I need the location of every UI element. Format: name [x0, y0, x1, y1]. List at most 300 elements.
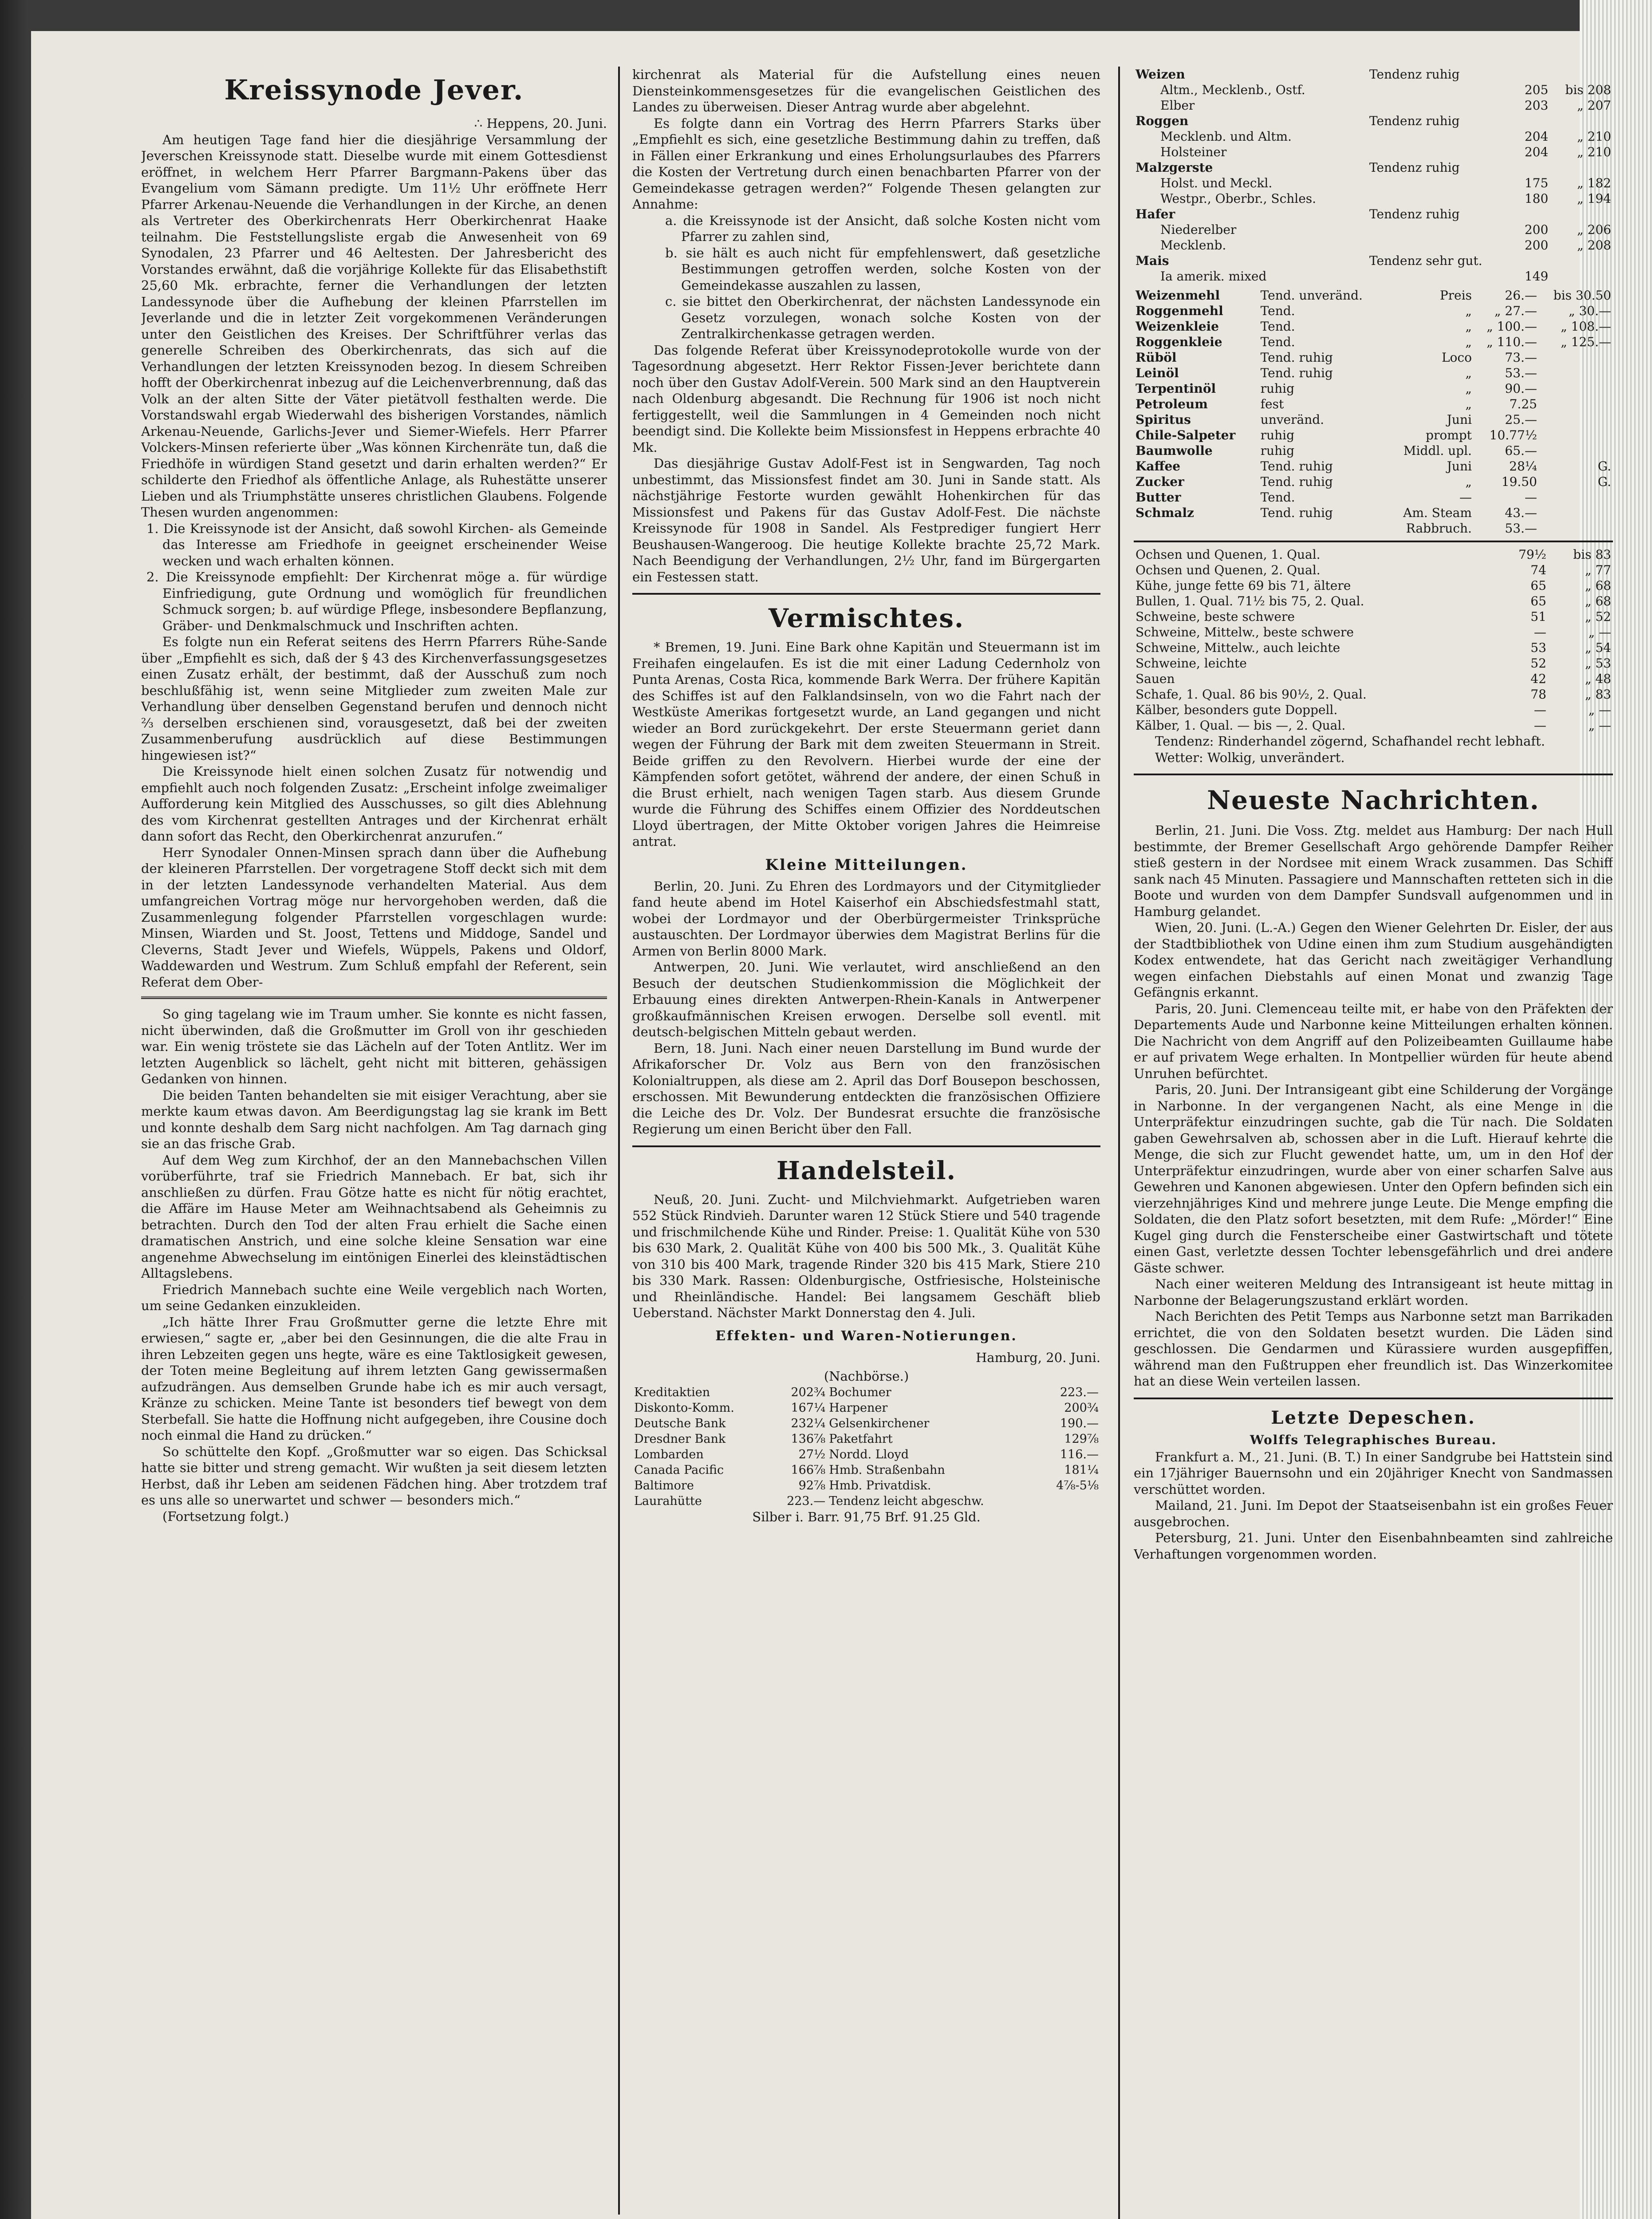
heading-kreissynode: Kreissynode Jever. [224, 74, 524, 106]
grain-row-cell: 200 [1524, 222, 1549, 237]
silver-quote: Silber i. Barr. 91,75 Brf. 91.25 Gld. [752, 1509, 981, 1524]
goods-row-cell: ruhig [1260, 381, 1294, 396]
goods-row-cell: 53.— [1505, 521, 1537, 536]
grain-row-cell [1368, 129, 1515, 144]
goods-row-cell [1259, 521, 1387, 536]
grain-row-cell [1515, 253, 1550, 268]
cattle-row-cell: „ — [1588, 625, 1611, 640]
goods-row [1134, 505, 1613, 521]
grain-row [1134, 129, 1613, 144]
goods-row-cell: Preis [1439, 288, 1472, 303]
stock-row-cell: Laurahütte [634, 1494, 702, 1508]
grain-row-cell: „ 208 [1577, 238, 1611, 253]
stock-row [632, 1416, 1100, 1431]
heading-vermischtes: Vermischtes. [768, 603, 965, 633]
goods-row [1134, 412, 1613, 427]
cattle-row [1134, 593, 1613, 609]
grain-row [1134, 206, 1613, 222]
stock-row-cell: Hmb. Straßenbahn [829, 1463, 945, 1477]
stock-row-cell: Baltimore [634, 1478, 694, 1492]
heading-letzte-depeschen: Letzte Depeschen. [1271, 1407, 1476, 1428]
goods-row-cell: Leinöl [1136, 366, 1179, 380]
goods-row-cell [1539, 381, 1613, 396]
grain-row [1134, 268, 1613, 284]
stock-row [632, 1462, 1100, 1478]
goods-row-cell: prompt [1426, 428, 1472, 442]
cattle-row-cell: — [1534, 703, 1546, 717]
grain-row-cell: 200 [1524, 238, 1549, 253]
stock-row [632, 1447, 1100, 1462]
stock-row-cell: Tendenz leicht abgeschw. [829, 1494, 984, 1508]
cattle-row-cell: 52 [1530, 656, 1546, 671]
goods-row-cell: Chile-Salpeter [1136, 428, 1236, 442]
cattle-row-cell: Kühe, junge fette 69 bis 71, ältere [1136, 578, 1351, 593]
kreissynode-paragraph-3: Die Kreissynode hielt einen solchen Zusatz für notwendig und empfiehlt auch noch folgenden Zusatz: „Erscheint infolge zweimaliger Aufforderung kein Mitglied des Ausschusses, so gilt dies Ablehnung des vom Kirchenrat gestellten Antrages und der Kirchenrat erhält dann sofort das Recht, den Oberkirchenrat anzurufen.“ [141, 764, 607, 844]
grain-row-cell: Mecklenb. und Altm. [1136, 129, 1292, 144]
grain-row-cell [1550, 253, 1613, 268]
goods-row-cell [1539, 365, 1613, 381]
stock-row [632, 1431, 1100, 1447]
grain-row [1134, 98, 1613, 113]
grain-row-cell: „ 207 [1577, 98, 1611, 113]
stock-row [632, 1478, 1100, 1493]
feuilleton-divider [141, 996, 607, 999]
grain-row-cell [1550, 160, 1613, 175]
grain-row-cell: 205 [1524, 83, 1549, 97]
goods-row-cell: „ [1465, 381, 1472, 396]
grain-row-cell: bis 208 [1565, 83, 1611, 97]
heading-neueste-nachrichten: Neueste Nachrichten. [1207, 785, 1540, 815]
news-paris-2: Paris, 20. Juni. Der Intransigeant gibt eine Schilderung der Vorgänge in Narbonne. In der vergangenen Nacht, als eine Menge in die Unterpräfektur einzudringen suchte, gab die Tür nach. Die Soldaten gaben Gewehrsalven ab, schossen aber in die Luft. Hierauf kehrte die Menge, die sich zur Flucht gewendet hatte, um, um in den Hof der Unterpräfektur einzudringen, wurde aber von einer scharfen Salve aus Gewehren und Kanonen abgewiesen. Unter den Opfern befinden sich ein vierzehnjähriges Kind und mehrere junge Leute. Die Menge empfing die Soldaten, die den Platz sofort besetzten, mit dem Rufe: „Mörder!“ Eine Kugel ging durch die Fensterscheibe einer Gastwirtschaft und tötete einen Gast, verletzte dessen Tochter lebensgefährlich und drei andere Gäste schwer. [1134, 1082, 1613, 1275]
goods-row-cell [1539, 350, 1613, 365]
goods-row-cell [1539, 521, 1613, 536]
stock-row-cell: 202¾ [791, 1385, 826, 1399]
berlin-article: Berlin, 20. Juni. Zu Ehren des Lordmayors und der Citymitglieder fand heute abend im Hotel Kaiserhof ein Abschiedsfestmahl statt, wobei der Lordmayor und der Oberbürgermeister Trinksprüche austauschten. Der Lordmayor überwies dem Magistrat Berlins für die Armen von Berlin 8000 Mark. [632, 878, 1100, 959]
goods-row [1134, 350, 1613, 365]
goods-row-cell: Baumwolle [1136, 443, 1213, 458]
grain-row-cell [1368, 237, 1515, 253]
goods-row-cell: Butter [1136, 490, 1181, 505]
goods-row-cell: „ 110.— [1486, 335, 1537, 349]
continuation-note: (Fortsetzung folgt.) [162, 1508, 289, 1524]
goods-row-cell: Tend. unveränd. [1260, 288, 1363, 303]
goods-row-cell: 53.— [1505, 366, 1537, 380]
thesis-1: 1. Die Kreissynode ist der Ansicht, daß sowohl Kirchen- als Gemeinde das Interesse am Friedhofe in geeignet erscheinender Weise wecken und wach erhalten können. [146, 521, 607, 569]
grain-row-cell: Tendenz ruhig [1369, 160, 1460, 175]
grain-row-cell [1515, 160, 1550, 175]
goods-row [1134, 490, 1613, 505]
grain-row-cell [1550, 268, 1613, 284]
stock-row-cell: Hmb. Privatdisk. [829, 1478, 931, 1492]
grain-row-cell: Niederelber [1136, 222, 1237, 237]
cattle-row [1134, 624, 1613, 640]
cattle-row-cell: 51 [1530, 609, 1546, 624]
goods-row-cell: „ [1465, 366, 1472, 380]
cattle-row [1134, 702, 1613, 718]
stock-subheading: (Nachbörse.) [824, 1369, 909, 1384]
cattle-row-cell: „ 52 [1585, 609, 1611, 624]
stock-row-cell: 166⅞ [791, 1463, 826, 1477]
goods-row-cell: Zucker [1136, 474, 1184, 489]
goods-row-cell: „ [1465, 397, 1472, 411]
column-1 [141, 67, 607, 2219]
grain-row [1134, 222, 1613, 237]
cattle-row-cell: „ 48 [1585, 671, 1611, 686]
goods-row-cell: bis 30.50 [1553, 288, 1611, 303]
cattle-row-cell: „ — [1588, 718, 1611, 733]
cattle-row [1134, 562, 1613, 578]
grain-row-cell: Holst. und Meckl. [1136, 176, 1273, 190]
kreissynode-continued-3: Das folgende Referat über Kreissynodeprotokolle wurde von der Tagesordnung abgesetzt. Herr Rektor Fissen-Jever berichtete dann noch über den Gustav Adolf-Verein. 500 Mark sind an den Hauptverein nach Oldenburg abgesandt. Die Rechnung für 1906 ist noch nicht fertiggestellt, weil die Sammlungen in 4 Gemeinden noch nicht beendigt sind. Die Kollekte beim Missionsfest in Heppens erbrachte 40 Mk. [632, 342, 1100, 455]
grain-row-cell [1368, 222, 1515, 237]
cattle-tendency: Tendenz: Rinderhandel zögernd, Schafhandel recht lebhaft. [1155, 734, 1545, 749]
goods-row-cell: „ 27.— [1494, 304, 1537, 318]
stock-row-cell: 92⅞ [798, 1478, 826, 1492]
news-paris-3: Nach einer weiteren Meldung des Intransigeant ist heute mittag in Narbonne der Belagerungszustand erklärt worden. [1134, 1276, 1613, 1308]
cattle-row [1134, 687, 1613, 702]
grain-row-cell [1368, 98, 1515, 113]
goods-row [1134, 427, 1613, 443]
goods-row-cell: Weizenkleie [1136, 319, 1219, 334]
grain-row [1134, 237, 1613, 253]
section-divider [1134, 1398, 1613, 1399]
neuss-market-report: Neuß, 20. Juni. Zucht- und Milchviehmarkt. Aufgetrieben waren 552 Stück Rindvieh. Darunter waren 12 Stück Stiere und 540 tragende und frischmilchende Kühe und Rinder. Preise: 1. Qualität Kühe von 530 bis 630 Mark, 2. Qualität Kühe von 400 bis 500 Mk., 3. Qualität Kühe von 310 bis 400 Mark, tragende Rinder 320 bis 415 Mark, Stiere 210 bis 330 Mark. Rassen: Oldenburgische, Ostfriesische, Holsteinische und Rheinländische. Handel: Bei langsamem Geschäft blieb Ueberstand. Nächster Markt Donnerstag den 4. Juli. [632, 1192, 1100, 1320]
grain-row-cell [1368, 175, 1515, 191]
goods-row-cell: Terpentinöl [1136, 381, 1216, 396]
goods-row-cell: Rüböl [1136, 350, 1177, 365]
stock-row-cell: 4⅞-5⅛ [1056, 1478, 1099, 1492]
goods-row-cell: Juni [1447, 412, 1472, 427]
heading-effekten: Effekten- und Waren-Notierungen. [715, 1328, 1017, 1344]
grain-row-cell: „ 194 [1577, 191, 1611, 206]
grain-row-cell [1550, 206, 1613, 222]
goods-row-cell: Tend. [1260, 304, 1295, 318]
grain-row-cell: Holsteiner [1136, 145, 1227, 159]
grain-row-cell: 204 [1524, 145, 1549, 159]
goods-row [1134, 288, 1613, 303]
grain-row-cell: „ 210 [1577, 145, 1611, 159]
grain-row-cell: 203 [1524, 98, 1549, 113]
grain-row-cell [1550, 113, 1613, 129]
goods-row-cell: Tend. [1260, 319, 1295, 334]
kreissynode-continued-1: kirchenrat als Material für die Aufstellung eines neuen Diensteinkommensgesetzes für die evangelischen Geistlichen des Landes zu überweisen. Dieser Antrag wurde aber abgelehnt. [632, 67, 1100, 115]
cattle-row [1134, 609, 1613, 624]
grain-row-cell: Mais [1136, 253, 1169, 268]
section-divider [1134, 541, 1613, 542]
stock-row-cell: Bochumer [829, 1385, 891, 1399]
goods-row-cell [1539, 396, 1613, 412]
goods-row-cell: Weizenmehl [1136, 288, 1220, 303]
column-rule-left [618, 67, 620, 2215]
stock-row-cell: Deutsche Bank [634, 1416, 726, 1430]
goods-row-cell: „ [1465, 474, 1472, 489]
grain-row-cell: Westpr., Oberbr., Schles. [1136, 191, 1317, 206]
feuilleton-paragraph-3: Auf dem Weg zum Kirchhof, der an den Mannebachschen Villen vorüberführte, traf sie Friedrich Mannebach. Er bat, sich ihr anschließen zu dürfen. Frau Götze hatte es nicht für nötig erachtet, die Affäre im Hause Meter am Weihnachtsabend als Geheimnis zu betrachten. Durch den Tod der alten Frau erhielt die Sache einen dramatischen Anstrich, und eine solche kleine Sensation war eine angenehme Abwechselung im eintönigen Einerlei des kleinstädtischen Alltagslebens. [141, 1152, 607, 1281]
goods-row [1134, 334, 1613, 350]
grain-table [1134, 67, 1613, 284]
goods-row [1134, 521, 1613, 536]
grain-row-cell: Tendenz ruhig [1369, 114, 1460, 128]
stock-row-cell: Gelsenkirchener [829, 1416, 930, 1430]
stock-row-cell: 116.— [1060, 1447, 1099, 1461]
grain-row-cell: Mecklenb. [1136, 238, 1226, 253]
stock-row-cell: 129⅞ [1064, 1432, 1099, 1446]
goods-row-cell: „ [1465, 335, 1472, 349]
grain-row-cell [1515, 206, 1550, 222]
section-divider [632, 593, 1100, 595]
cattle-table [1134, 547, 1613, 733]
cattle-row-cell: „ 68 [1585, 578, 1611, 593]
cattle-row-cell: 65 [1530, 578, 1546, 593]
grain-row-cell: „ 210 [1577, 129, 1611, 144]
grain-row-cell [1550, 67, 1613, 82]
stock-row-cell: 223.— [787, 1494, 826, 1508]
goods-row [1134, 458, 1613, 474]
cattle-row [1134, 655, 1613, 671]
goods-row-cell: Tend. ruhig [1260, 459, 1333, 474]
cattle-row-cell: 65 [1530, 594, 1546, 608]
grain-row-cell: 175 [1524, 176, 1549, 190]
grain-row-cell [1515, 67, 1550, 82]
stock-row-cell: 232¼ [791, 1416, 826, 1430]
stock-row-cell: Harpener [829, 1401, 888, 1415]
cattle-row-cell: Bullen, 1. Qual. 71½ bis 75, 2. Qual. [1136, 594, 1364, 608]
stock-row-cell: Canada Pacific [634, 1463, 724, 1477]
grain-row-cell: Tendenz ruhig [1369, 207, 1460, 221]
goods-row-cell: G. [1597, 474, 1611, 489]
goods-row-cell: Tend. [1260, 490, 1295, 505]
goods-row [1134, 474, 1613, 490]
grain-row-cell: „ 182 [1577, 176, 1611, 190]
grain-row [1134, 253, 1613, 268]
goods-row-cell: ruhig [1260, 443, 1294, 458]
goods-row-cell: „ 108.— [1561, 319, 1611, 334]
cattle-row-cell: Schweine, Mittelw., auch leichte [1136, 640, 1341, 655]
stock-row-cell: 136⅞ [791, 1432, 826, 1446]
grain-row-cell: Tendenz sehr gut. [1369, 253, 1482, 268]
goods-row-cell: 28¼ [1509, 459, 1537, 474]
stock-row-cell: 27½ [798, 1447, 826, 1461]
cattle-row-cell: Sauen [1136, 671, 1175, 686]
grain-row-cell: „ 206 [1577, 222, 1611, 237]
cattle-row-cell: „ 68 [1585, 594, 1611, 608]
feuilleton-paragraph-4: Friedrich Mannebach suchte eine Weile vergeblich nach Worten, um seine Gedanken einzukleiden. [141, 1282, 607, 1313]
dispatch-petersburg: Petersburg, 21. Juni. Unter den Eisenbahnbeamten sind zahlreiche Verhaftungen vorgenommen worden. [1134, 1530, 1613, 1562]
stock-dateline: Hamburg, 20. Juni. [976, 1350, 1100, 1365]
thesis-c: c. sie bittet den Oberkirchenrat, der nächsten Landessynode ein Gesetz vorzulegen, wonach solche Kosten von der Zentralkirchenkasse getragen werden. [665, 294, 1100, 341]
news-berlin: Berlin, 21. Juni. Die Voss. Ztg. meldet aus Hamburg: Der nach Hull bestimmte, der Bremer Gesellschaft Argo gehörende Dampfer Reiher stieß gestern in der Nordsee mit einem Wrack zusammen. Das Schiff sank nach 45 Minuten. Passagiere und Mannschaften retteten sich in die Boote und wurden von dem Dampfer Sundsvall aufgenommen und in Hamburg gelandet. [1134, 823, 1613, 919]
goods-row-cell: 73.— [1505, 350, 1537, 365]
cattle-row-cell: bis 83 [1573, 547, 1611, 562]
grain-row-cell: Malzgerste [1136, 160, 1213, 175]
goods-row-cell: Rabbruch. [1406, 521, 1472, 536]
goods-row-cell: 90.— [1505, 381, 1537, 396]
stock-row-cell: Dresdner Bank [634, 1432, 726, 1446]
goods-row-cell: 43.— [1505, 505, 1537, 520]
news-paris-4: Nach Berichten des Petit Temps aus Narbonne setzt man Barrikaden errichtet, die von den Soldaten besetzt wurden. Die Läden sind geschlossen. Die Gendarmen und Kürassiere wurden ausgepfiffen, während man den Fußtruppen eher freundlich ist. Das Winzerkomitee hat an diese Wein verteilen lassen. [1134, 1309, 1613, 1389]
grain-row-cell: Tendenz ruhig [1369, 67, 1460, 82]
goods-row-cell [1539, 412, 1613, 427]
grain-row-cell [1368, 268, 1515, 284]
cattle-row-cell: — [1534, 718, 1546, 733]
cattle-row-cell: 42 [1530, 671, 1546, 686]
cattle-row [1134, 578, 1613, 593]
goods-row-cell [1539, 443, 1613, 458]
feuilleton-paragraph-6: So schüttelte den Kopf. „Großmutter war so eigen. Das Schicksal hatte sie bitter und streng gemacht. Wir wußten ja seit diesem letzten Herbst, daß ihr Leben am seidenen Fädchen hing. Aber trotzdem traf es uns alle so unerwartet und schwer — besonders mich.“ [141, 1444, 607, 1508]
stock-row [632, 1385, 1100, 1400]
goods-row-cell: Kaffee [1136, 459, 1181, 474]
dateline-heppens: ∴ Heppens, 20. Juni. [474, 116, 607, 131]
cattle-row-cell: Ochsen und Quenen, 2. Qual. [1136, 563, 1321, 577]
goods-row-cell: Tend. ruhig [1260, 366, 1333, 380]
goods-row-cell: „ 125.— [1561, 335, 1611, 349]
grain-row-cell [1368, 144, 1515, 160]
goods-row-cell: „ 100.— [1486, 319, 1537, 334]
grain-row-cell: 180 [1524, 191, 1549, 206]
goods-row-cell: 25.— [1505, 412, 1537, 427]
grain-row [1134, 67, 1613, 82]
feuilleton-paragraph-5: „Ich hätte Ihrer Frau Großmutter gerne die letzte Ehre mit erwiesen,“ sagte er, „aber bei den Gesinnungen, die die alte Frau in ihren Lebzeiten gegen uns hegte, wäre es eine Taktlosigkeit gewesen, der Toten meine Begleitung auf ihrem letzten Gang gewissermaßen aufzudrängen. Aus demselben Grunde habe ich es mir auch versagt, Kränze zu schicken. Meine Tante ist besonders tief bewegt von dem Sterbefall. Sie hatte die Hoffnung nicht aufgegeben, ihre Cousine doch noch einmal die Hand zu drücken.“ [141, 1314, 607, 1443]
stock-row-cell: 223.— [1060, 1385, 1099, 1399]
grain-row [1134, 160, 1613, 175]
cattle-row-cell: Schweine, Mittelw., beste schwere [1136, 625, 1354, 640]
weather-note: Wetter: Wolkig, unverändert. [1155, 750, 1345, 765]
goods-row-cell: 19.50 [1501, 474, 1537, 489]
goods-row-cell: „ 30.— [1569, 304, 1611, 318]
grain-row [1134, 144, 1613, 160]
cattle-row-cell: Schafe, 1. Qual. 86 bis 90½, 2. Qual. [1136, 687, 1367, 702]
thesis-2: 2. Die Kreissynode empfiehlt: Der Kirchenrat möge a. für würdige Einfriedigung, gute Ordnung und womöglich für freundlichen Schmuck sorgen; b. auf würdige Pflege, insbesondere Bepflanzung, Gräber- und Denkmalschmuck und Inschriften achten. [146, 569, 607, 633]
dispatch-frankfurt: Frankfurt a. M., 21. Juni. (B. T.) In einer Sandgrube bei Hattstein sind ein 17jähriger Bauernsohn und ein 20jähriger Knecht von Sandmassen verschüttet worden. [1134, 1449, 1613, 1497]
news-paris-1: Paris, 20. Juni. Clemenceau teilte mit, er habe von den Präfekten der Departements Aude und Narbonne keine Mitteilungen erhalten können. Die Nachricht von dem Angriff auf den Polizeibeamten Guillaume habe er auf privatem Wege erhalten. In Montpellier würden für heute abend Unruhen befürchtet. [1134, 1001, 1613, 1081]
stock-row-cell: 200¾ [1064, 1401, 1099, 1415]
goods-row-cell: — [1524, 490, 1537, 505]
stock-row-cell: Kreditaktien [634, 1385, 710, 1399]
cattle-row [1134, 718, 1613, 733]
stock-row-cell: 190.— [1060, 1416, 1099, 1430]
stock-row-cell: Nordd. Lloyd [829, 1447, 909, 1461]
goods-row-cell [1134, 521, 1259, 536]
kreissynode-paragraph-1: Am heutigen Tage fand hier die diesjährige Versammlung der Jeverschen Kreissynode statt. Dieselbe wurde mit einem Gottesdienst eröffnet, in welchem Herr Pfarrer Bargmann-Pakens über das Evangelium vom Sämann predigte. Um 11½ Uhr eröffnete Herr Pfarrer Arkenau-Neuende die Verhandlungen in der Kirche, an denen als Vertreter des Oberkirchenrats Herr Oberkirchenrat Haake teilnahm. Die Feststellungsliste ergab die Anwesenheit von 69 Synodalen, 23 Pfarrer und 46 Aeltesten. Der Jahresbericht des Vorstandes erwähnt, daß die vorjährige Kollekte für das Elisabethstift 25,60 Mk. erbrachte, ferner die Verhandlungen der letzten Landessynode über die Aufhebung der kleinen Pfarrstellen im Jeverlande und die in letzter Zeit vorgekommenen Veränderungen unter den Geistlichen des Kreises. Der Schriftführer verlas das generelle Schreiben des Oberkirchenrats, das sich auf die Verhandlungen der letzten Kreissynoden bezog. In diesem Schreiben hofft der Oberkirchenrat inbezug auf die Leichenverbrennung, daß das Volk an der alten Sitte der Väter pietätvoll festhalten werde. Die Vorstandswahl ergab Wiederwahl des bisherigen Vorstandes, nämlich Arkenau-Neuende, Garlichs-Jever und Siemer-Wiefels. Herr Pfarrer Volckers-Minsen referierte über „Was können Kirchenräte tun, daß die Friedhöfe in würdigen Stand gesetzt und darin erhalten werden?“ Er schilderte den Friedhof als öffentliche Anlage, als Ruhestätte unserer Lieben und als Triumphstätte unseres christlichen Glaubens. Folgende Thesen wurden angenommen: [141, 132, 607, 520]
cattle-row-cell: „ — [1588, 703, 1611, 717]
thesis-b: b. sie hält es auch nicht für empfehlenswert, daß gesetzliche Bestimmungen getroffen werden, solche Kosten von der Gemeindekasse auszahlen zu lassen, [665, 245, 1100, 293]
goods-row-cell: „ [1465, 304, 1472, 318]
stock-row-cell: Paketfahrt [829, 1432, 893, 1446]
goods-row [1134, 396, 1613, 412]
cattle-row-cell: Kälber, besonders gute Doppell. [1136, 703, 1338, 717]
goods-row-cell: G. [1597, 459, 1611, 474]
grain-row [1134, 113, 1613, 129]
goods-row-cell [1539, 427, 1613, 443]
stock-row [632, 1400, 1100, 1416]
grain-row-cell [1368, 82, 1515, 98]
cattle-row-cell: — [1534, 625, 1546, 640]
grain-row-cell: 204 [1524, 129, 1549, 144]
cattle-row [1134, 640, 1613, 655]
wolff-bureau: Wolffs Telegraphisches Bureau. [1250, 1432, 1497, 1447]
cattle-row-cell: „ 54 [1585, 640, 1611, 655]
column-3 [1134, 67, 1613, 2219]
stock-row-cell: 181¼ [1064, 1463, 1099, 1477]
kreissynode-continued-4: Das diesjährige Gustav Adolf-Fest ist in Sengwarden, Tag noch unbestimmt, das Missionsfest findet am 30. Juni in Sande statt. Als nächstjährige Festorte wurden gewählt Hohenkirchen für das Missionsfest und Pakens für das Gustav Adolf-Fest. Die nächste Kreissynode für 1908 in Sandel. Als Festprediger fungiert Herr Beushausen-Wangeroog. Die heutige Kollekte brachte 25,72 Mark. Nach Beendigung der Verhandlungen, 2½ Uhr, fand im Bürgergarten ein Festessen statt. [632, 456, 1100, 584]
kreissynode-continued-2: Es folgte dann ein Vortrag des Herrn Pfarrers Starks über „Empfiehlt es sich, eine gesetzliche Bestimmung dahin zu treffen, daß in Fällen einer Erkrankung und eines Erholungsurlaubes des Pfarrers die Kosten der Vertretung durch einen benachbarten Pfarrer von der Gemeindekasse getragen werden?“ Folgende Thesen gelangten zur Annahme: [632, 115, 1100, 212]
cattle-row [1134, 671, 1613, 687]
goods-row-cell: Tend. ruhig [1260, 505, 1333, 520]
cattle-row-cell: 74 [1530, 563, 1546, 577]
stock-row-cell: Diskonto-Komm. [634, 1401, 734, 1415]
cattle-row [1134, 547, 1613, 562]
grain-row [1134, 175, 1613, 191]
goods-row-cell: ruhig [1260, 428, 1294, 442]
goods-row-cell: 7.25 [1509, 397, 1537, 411]
section-divider [1134, 774, 1613, 775]
news-wien: Wien, 20. Juni. (L.-A.) Gegen den Wiener Gelehrten Dr. Eisler, der aus der Stadtbibliothek von Udine einen ihm zum Studium ausgehändigten Kodex entwendete, hat das Gericht nach zweitägiger Verhandlung wegen einfachen Diebstahls auf einen Monat und zwanzig Tage Gefängnis erkannt. [1134, 920, 1613, 1000]
goods-row-cell: fest [1260, 397, 1284, 411]
section-divider [632, 1145, 1100, 1147]
cattle-row-cell: 53 [1530, 640, 1546, 655]
stock-row-cell: Lombarden [634, 1447, 704, 1461]
goods-row-cell: „ [1465, 319, 1472, 334]
column-rule-right [1118, 67, 1120, 2219]
cattle-row-cell: „ 83 [1585, 687, 1611, 702]
antwerpen-article: Antwerpen, 20. Juni. Wie verlautet, wird anschließend an den Besuch der deutschen Studienkommission die Möglichkeit der Erbauung eines direkten Antwerpen-Rhein-Kanals in Antwerpener großkaufmännischen Kreisen erwogen. Derselbe soll eventl. mit deutsch-belgischen Mitteln gebaut werden. [632, 959, 1100, 1039]
goods-row-cell: Tend. ruhig [1260, 350, 1333, 365]
goods-row-cell: Roggenkleie [1136, 335, 1222, 349]
goods-row [1134, 443, 1613, 458]
kreissynode-paragraph-4: Herr Synodaler Onnen-Minsen sprach dann über die Aufhebung der kleineren Pfarrstellen. Der vorgetragene Stoff deckt sich mit dem in der letzten Landessynode verhandelten Material. Aus dem umfangreichen Vortrag möge nur hervorgehoben werden, daß die Zusammenlegung folgender Pfarrstellen vorgeschlagen wurde: Minsen, Wiarden und St. Joost, Tettens und Middoge, Sandel und Cleverns, Stadt Jever und Wiefels, Wüppels, Pakens und Oldorf, Waddewarden und Westrum. Zum Schluß empfahl der Referent, sein Referat dem Ober- [141, 845, 607, 990]
grain-row-cell: Weizen [1136, 67, 1185, 82]
goods-row-cell: Am. Steam [1403, 505, 1472, 520]
feuilleton-paragraph-1: So ging tagelang wie im Traum umher. Sie konnte es nicht fassen, nicht überwinden, daß die Großmutter im Groll von ihr geschieden war. Ein wenig tröstete sie das Lächeln auf der Toten Antlitz. Wer im letzten Augenblick so lächelt, geht nicht mit bitteren, gehässigen Gedanken von hinnen. [141, 1007, 607, 1086]
goods-row-cell: Spiritus [1136, 412, 1191, 427]
feuilleton-paragraph-2: Die beiden Tanten behandelten sie mit eisiger Verachtung, aber sie merkte kaum etwas davon. Am Beerdigungstag lag sie krank im Bett und konnte deshalb dem Sarg nicht nachfolgen. Am Tag darnach ging sie an das frische Grab. [141, 1087, 607, 1151]
goods-row-cell: unveränd. [1260, 412, 1325, 427]
goods-row-cell: Petroleum [1136, 397, 1208, 411]
goods-row-cell: Juni [1447, 459, 1472, 474]
heading-handelsteil: Handelsteil. [776, 1156, 957, 1185]
cattle-row-cell: Kälber, 1. Qual. — bis —, 2. Qual. [1136, 718, 1346, 733]
goods-row-cell: Roggenmehl [1136, 304, 1223, 318]
grain-row-cell: 149 [1524, 269, 1549, 284]
goods-row-cell: 65.— [1505, 443, 1537, 458]
grain-row-cell [1515, 113, 1550, 129]
goods-row-cell: 26.— [1505, 288, 1537, 303]
stock-row [632, 1493, 1100, 1509]
grain-row [1134, 82, 1613, 98]
cattle-row-cell: Schweine, leichte [1136, 656, 1247, 671]
goods-row-cell: Middl. upl. [1403, 443, 1472, 458]
goods-row [1134, 319, 1613, 334]
goods-row [1134, 381, 1613, 396]
cattle-row-cell: Ochsen und Quenen, 1. Qual. [1136, 547, 1321, 562]
heading-kleine-mitteilungen: Kleine Mitteilungen. [765, 856, 968, 874]
cattle-row-cell: Schweine, beste schwere [1136, 609, 1295, 624]
grain-row-cell: Ia amerik. mixed [1136, 269, 1267, 284]
stock-row-cell: 167¼ [791, 1401, 826, 1415]
stock-row-cell [1039, 1493, 1100, 1509]
goods-row-cell [1539, 490, 1613, 505]
goods-row-cell: Tend. [1260, 335, 1295, 349]
stock-table [632, 1385, 1100, 1509]
grain-row-cell [1368, 191, 1515, 206]
dispatch-mailand: Mailand, 21. Juni. Im Depot der Staatseisenbahn ist ein großes Feuer ausgebrochen. [1134, 1498, 1613, 1529]
cattle-row-cell: „ 53 [1585, 656, 1611, 671]
grain-row-cell: Elber [1136, 98, 1195, 113]
goods-row-cell: — [1459, 490, 1472, 505]
column-2 [632, 67, 1100, 2219]
grain-row-cell: Roggen [1136, 114, 1189, 128]
goods-row-cell: Tend. ruhig [1260, 474, 1333, 489]
